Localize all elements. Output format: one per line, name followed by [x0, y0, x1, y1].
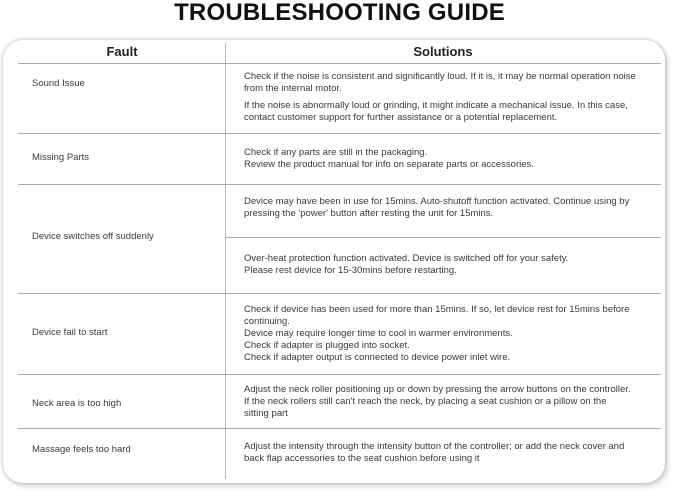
solution-line: sitting part — [244, 408, 288, 419]
page-title: TROUBLESHOOTING GUIDE — [174, 0, 505, 26]
solution-line: Check if adapter output is connected to device power inlet wire. — [244, 352, 511, 363]
solution-line: pressing the 'power' button after resting the unit for 15mins. — [244, 208, 494, 219]
solution-line: back flap accessories to the seat cushion before using it — [244, 453, 480, 464]
solution-block — [244, 71, 660, 95]
solution-line: Adjust the intensity through the intensity button of the controller; or add the neck cover and — [244, 441, 625, 452]
sub-row-divider — [226, 237, 661, 238]
solution-line: Check if the noise is consistent and significantly loud. If it is, it may be normal operation noise — [244, 71, 636, 82]
fault-massage-too-hard: Massage feels too hard — [32, 444, 131, 455]
fault-device-fail-to-start: Device fail to start — [32, 327, 108, 338]
fault-missing-parts: Missing Parts — [32, 152, 90, 163]
row-divider — [18, 428, 661, 429]
solution-line: Review the product manual for info on separate parts or accessories. — [244, 159, 534, 170]
solutions-column-header: Solutions — [413, 44, 473, 59]
solution-line: continuing. — [244, 316, 290, 327]
fault-sound-issue: Sound Issue — [32, 78, 85, 89]
header-divider — [18, 63, 661, 64]
row-divider — [18, 184, 661, 185]
solution-line: If the neck rollers still can't reach the neck, by placing a seat cushion or a pillow on the — [244, 396, 607, 407]
solution-line: Over-heat protection function activated. Device is switched off for your safety. — [244, 253, 569, 264]
column-divider — [225, 43, 226, 479]
solution-block — [244, 384, 660, 420]
fault-device-switches-off: Device switches off suddenly — [32, 231, 154, 242]
solution-block — [244, 441, 660, 465]
solution-line: Check if adapter is plugged into socket. — [244, 340, 410, 351]
fault-column-header: Fault — [106, 44, 138, 59]
solution-line: Device may have been in use for 15mins. Auto-shutoff function activated. Continue using by — [244, 196, 630, 207]
solution-line: Please rest device for 15-30mins before restarting. — [244, 265, 457, 276]
solution-line: contact customer support for further assistance or a potential replacement. — [244, 112, 558, 123]
solution-block — [244, 147, 660, 171]
solution-block — [244, 100, 660, 124]
row-divider — [18, 133, 661, 134]
solution-line: Device may require longer time to cool in warmer environments. — [244, 328, 513, 339]
solution-block — [244, 253, 660, 277]
fault-neck-area-too-high: Neck area is too high — [32, 398, 122, 409]
solution-line: from the internal motor. — [244, 83, 342, 94]
solution-block — [244, 196, 660, 220]
solution-line: Check if any parts are still in the packaging. — [244, 147, 428, 158]
solution-line: If the noise is abnormally loud or grinding, it might indicate a mechanical issue. In this case, — [244, 100, 628, 111]
row-divider — [18, 374, 661, 375]
solution-line: Check if device has been used for more than 15mins. If so, let device rest for 15mins before — [244, 304, 630, 315]
row-divider — [18, 293, 661, 294]
solution-block — [244, 304, 660, 364]
solution-line: Adjust the neck roller positioning up or down by pressing the arrow buttons on the controller. — [244, 384, 631, 395]
